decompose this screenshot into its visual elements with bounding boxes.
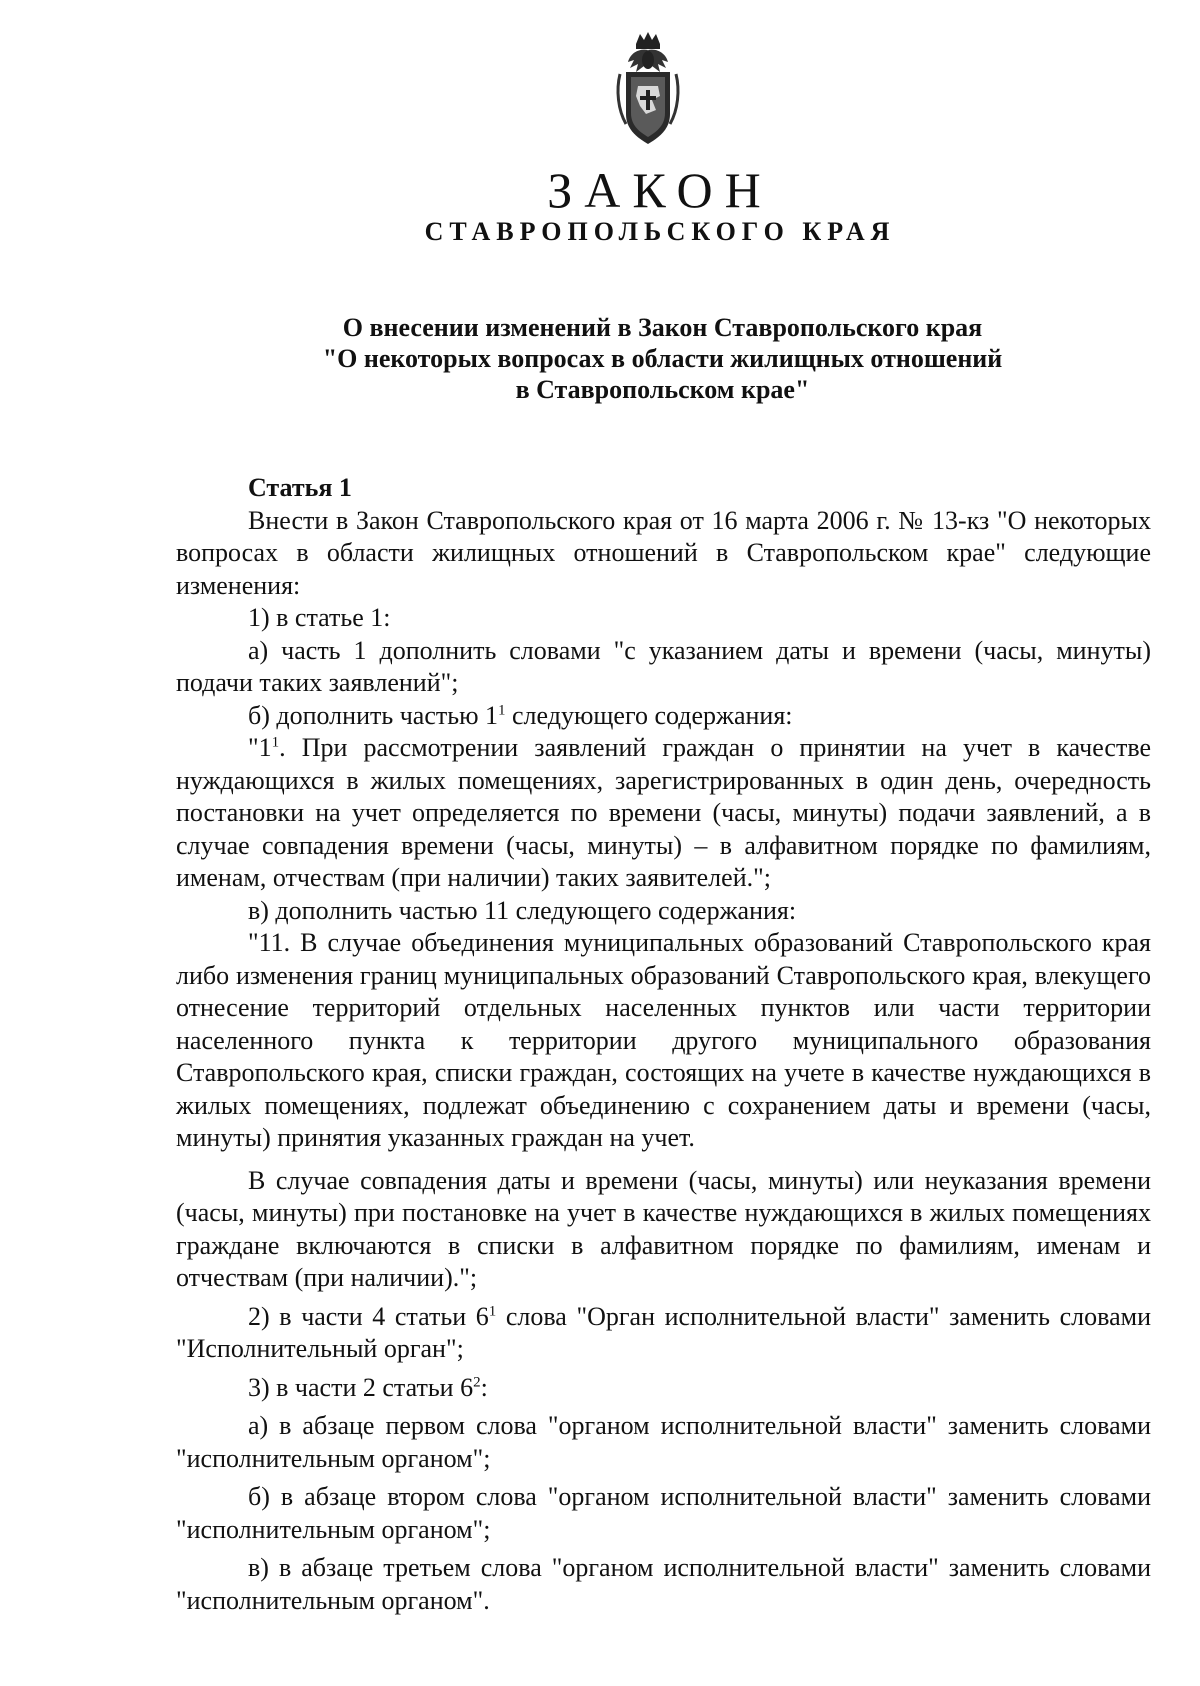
text-fragment: 2) в части 4 статьи 6 — [248, 1301, 489, 1331]
heading-line: в Ставропольском крае" — [515, 375, 810, 404]
text-fragment: 3) в части 2 статьи 6 — [248, 1372, 474, 1402]
paragraph-item3a: а) в абзаце первом слова "органом исполнительной власти" заменить словами "исполнительным органом"; — [176, 1411, 1151, 1473]
paragraph-item3 — [176, 1372, 1151, 1405]
coat-of-arms-icon — [612, 30, 684, 148]
paragraph-item1: 1) в статье 1: — [248, 603, 391, 632]
text-fragment: слова "Орган исполнительной власти" заменить словами "Исполнительный орган"; — [176, 1301, 1151, 1363]
text-fragment: следующего содержания: — [505, 700, 793, 730]
text-fragment: "1 — [248, 733, 272, 762]
superscript: 1 — [498, 701, 506, 718]
paragraph-item1b — [176, 700, 1151, 733]
superscript: 1 — [271, 734, 280, 751]
paragraph-item2 — [176, 1301, 1151, 1366]
article-body — [176, 472, 1151, 1617]
text-fragment: . При рассмотрении заявлений граждан о принятии на учет в качестве нуждающихся в жилых помещениях, зарегистрированных в один день, очередность постановки на учет определяется по времени (часы, минуты) подачи заявлений, а в случае совпадения времени (часы, минуты) – в алфавитном порядке по фамилиям, именам, отчествам (при наличии) таких заявителей."; — [176, 733, 1151, 892]
law-subtitle: СТАВРОПОЛЬСКОГО КРАЯ — [424, 217, 896, 246]
text-fragment: : — [480, 1372, 488, 1402]
article-heading: Статья 1 — [248, 473, 352, 502]
paragraph-item3c: в) в абзаце третьем слова "органом исполнительной власти" заменить словами "исполнительным органом". — [176, 1553, 1151, 1615]
document-heading — [170, 312, 1155, 405]
paragraph-intro: Внести в Закон Ставропольского края от 16 марта 2006 г. № 13-кз "О некоторых вопросах в области жилищных отношений в Ставропольском крае" следующие изменения: — [176, 505, 1151, 600]
text-fragment: б) дополнить частью 1 — [248, 700, 499, 730]
paragraph-quote2: "11. В случае объединения муниципальных образований Ставропольского края либо изменения границ муниципальных образований Ставропольского края, влекущего отнесение территорий отдельных населенных пунктов или части территории населенного пункта к территории другого муниципального образования Ставропольского края, списки граждан, состоящих на учете в качестве нуждающихся в жилых помещениях, подлежат объединению с сохранением даты и времени (часы, минуты) принятия указанных граждан на учет. — [176, 928, 1151, 1152]
paragraph-quote2b: В случае совпадения даты и времени (часы, минуты) или неуказания времени (часы, минуты) при постановке на учет в качестве нуждающихся в жилых помещениях граждане включаются в списки в алфавитном порядке по фамилиям, именам и отчествам (при наличии)."; — [176, 1165, 1151, 1292]
paragraph-item1a: а) часть 1 дополнить словами "с указанием даты и времени (часы, минуты) подачи таких заявлений"; — [176, 635, 1151, 697]
superscript: 2 — [473, 1373, 481, 1390]
paragraph-item1c: в) дополнить частью 11 следующего содержания: — [248, 895, 797, 925]
law-title: ЗАКОН — [547, 162, 773, 218]
heading-line: О внесении изменений в Закон Ставропольского края — [342, 313, 983, 342]
paragraph-quote1 — [176, 732, 1151, 895]
superscript: 1 — [488, 1302, 497, 1319]
heading-line: "О некоторых вопросах в области жилищных отношений — [322, 344, 1003, 373]
paragraph-item3b: б) в абзаце втором слова "органом исполнительной власти" заменить словами "исполнительным органом"; — [176, 1482, 1151, 1544]
